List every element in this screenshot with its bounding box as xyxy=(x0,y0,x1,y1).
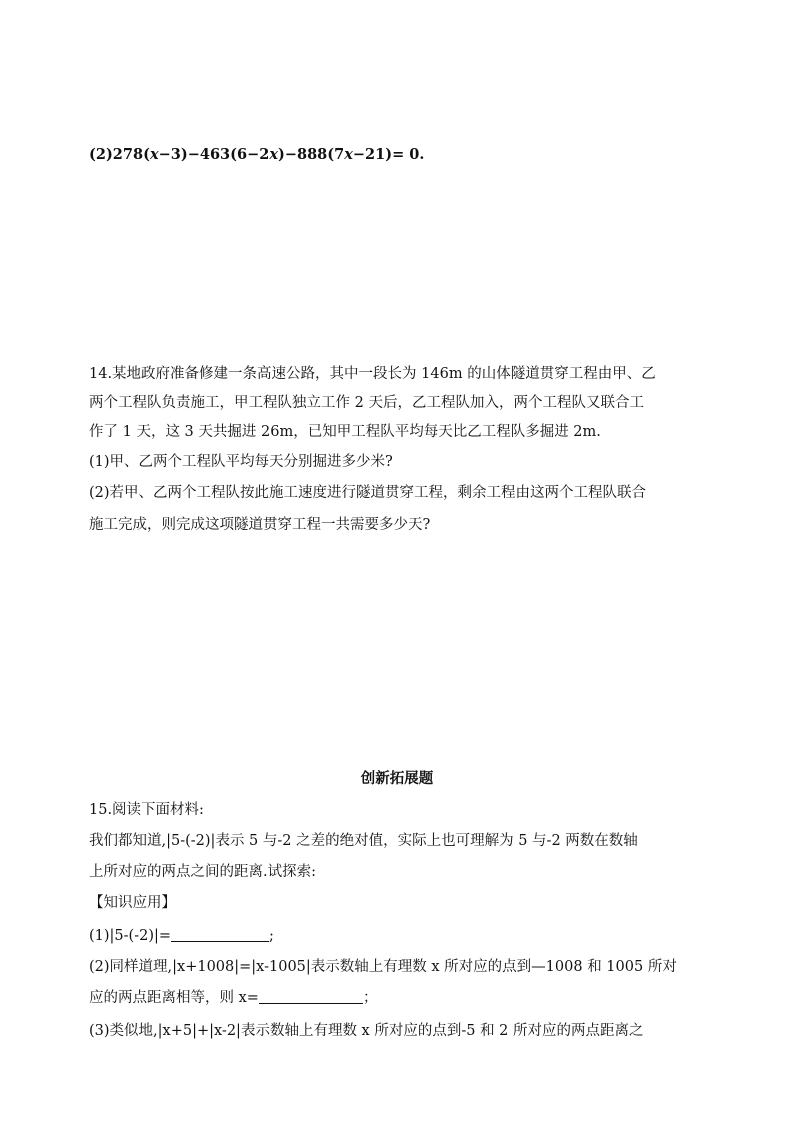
q15-part-2-suffix: ； xyxy=(362,990,378,1006)
q14-line-3: 作了 1 天，这 3 天共掘进 26m，已知甲工程队平均每天比乙工程队多掘进 2m. xyxy=(89,424,601,440)
q15-part-2-line-2 xyxy=(89,988,377,1008)
answer-blank-1[interactable] xyxy=(171,927,269,942)
q15-intro-1: 我们都知道,|5-(-2)|表示 5 与-2 之差的绝对值，实际上也可理解为 5 与-2 两数在数轴 xyxy=(89,833,638,849)
q14-line-1: 14.某地政府准备修建一条高速公路，其中一段长为 146m 的山体隧道贯穿工程由甲、乙 xyxy=(89,366,656,382)
q15-part-2-text: 应的两点距离相等，则 x= xyxy=(89,990,259,1006)
q14-sub-2-line-1: (2)若甲、乙两个工程队按此施工速度进行隧道贯穿工程，剩余工程由这两个工程队联合 xyxy=(89,485,647,501)
q15-title: 15.阅读下面材料: xyxy=(89,802,204,818)
eq-mid: )−888(7 xyxy=(277,146,345,163)
q15-part-1-suffix: ; xyxy=(269,928,274,944)
q15-part-1 xyxy=(89,926,274,946)
section-heading: 创新拓展题 xyxy=(360,770,434,787)
q15-intro-2: 上所对应的两点之间的距离.试探索: xyxy=(89,864,316,880)
q15-part-3-line-1: (3)类似地,|x+5|+|x-2|表示数轴上有理数 x 所对应的点到-5 和 2 所对应的两点距离之 xyxy=(89,1023,644,1039)
answer-blank-2[interactable] xyxy=(259,989,363,1004)
q15-part-1-text: (1)|5-(-2)|= xyxy=(89,928,172,944)
eq-suffix: −21)= 0. xyxy=(352,146,425,163)
q14-line-2: 两个工程队负责施工，甲工程队独立工作 2 天后，乙工程队加入，两个工程队又联合工 xyxy=(89,395,644,411)
q14-sub-1: (1)甲、乙两个工程队平均每天分别掘进多少米? xyxy=(89,454,393,470)
eq-prefix: (2)278( xyxy=(89,146,150,163)
q15-knowledge-heading: 【知识应用】 xyxy=(89,895,176,911)
eq-var-x: x xyxy=(269,146,278,163)
q13-part2-equation xyxy=(89,145,424,165)
eq-var-x: x xyxy=(149,146,159,163)
q15-part-2-line-1: (2)同样道理,|x+1008|=|x-1005|表示数轴上有理数 x 所对应的点到—1008 和 1005 所对 xyxy=(89,959,677,975)
q14-sub-2-line-2: 施工完成，则完成这项隧道贯穿工程一共需要多少天? xyxy=(89,517,431,533)
eq-var-x: x xyxy=(344,146,353,163)
eq-mid: −3)−463(6−2 xyxy=(158,146,270,163)
